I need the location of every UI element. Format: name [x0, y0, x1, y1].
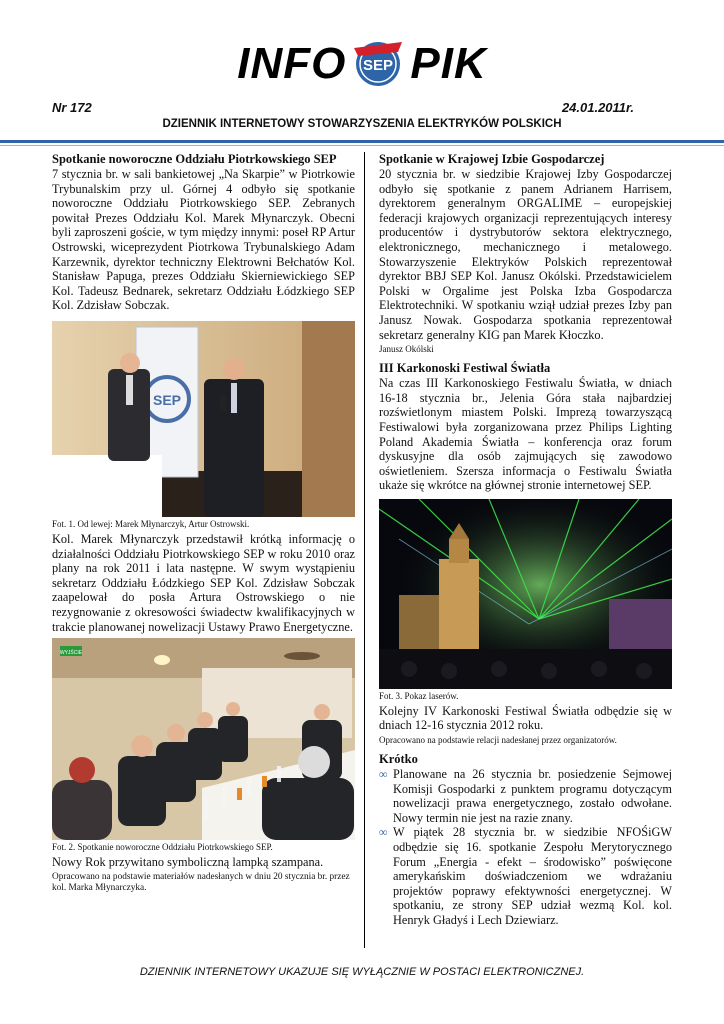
photo-speakers — [52, 321, 355, 517]
left-column — [52, 152, 355, 897]
figure-caption-2: Fot. 2. Spotkanie noworoczne Oddziału Piotrkowskiego SEP. — [52, 842, 273, 853]
svg-text:SEP: SEP — [152, 391, 182, 408]
article-paragraph: Na czas III Karkonoskiego Festiwalu Światła, w dniach 16-18 stycznia br., Jelenia Góra stała najbardziej rozświetlonym miastem Polski. Imprezą towarzyszącą Festiwalowi była zorganizowana przez Philips Lighting Poland Akademia Światła – konferencja oraz forum dyskusyjne dla osób zajmujących się zawodowo oświetleniem. Szersza informacja o Festiwalu Światła ukaże się wkrótce na głównej stronie internetowej SEP. — [379, 376, 672, 493]
newsletter-subtitle: DZIENNIK INTERNETOWY STOWARZYSZENIA ELEKTRYKÓW POLSKICH — [162, 118, 562, 130]
header-rule-thin — [0, 145, 724, 146]
photo-banquet — [52, 638, 355, 840]
issue-number: Nr 172 — [52, 100, 92, 115]
photo-banquet-image — [52, 638, 355, 840]
masthead-logo — [0, 38, 724, 90]
photo-laser-show — [379, 499, 672, 689]
sep-emblem-icon — [348, 38, 408, 90]
article-title-piotrkow: Spotkanie noworoczne Oddziału Piotrkowskiego SEP — [52, 152, 337, 166]
article-author: Janusz Okólski — [379, 344, 434, 355]
logo-word-left: INFO — [237, 39, 347, 88]
article-paragraph: Kolejny IV Karkonoski Festiwal Światła odbędzie się w dniach 12-16 stycznia 2012 roku. — [379, 703, 672, 733]
infinity-bullet-icon: ∞ — [379, 767, 388, 782]
news-bullet — [379, 825, 672, 927]
bullet-text: W piątek 28 stycznia br. w siedzibie NFOŚiGW odbędzie się 16. spotkanie Zespołu Merytorycznego Forum „Energia - efekt – środowisko” poświęcone amerykańskim doświadczeniom we wdrażaniu projektów poprawy efektywności energetycznej. W spotkaniu, ze strony SEP udział wezmą Kol. kol. Henryk Gładyś i Lech Dziewiarz. — [393, 825, 672, 927]
emblem-text: SEP — [363, 57, 394, 74]
figure-caption-1: Fot. 1. Od lewej: Marek Młynarczyk, Artur Ostrowski. — [52, 518, 250, 529]
article-title-short-news: Krótko — [379, 752, 418, 767]
article-source: Opracowano na podstawie materiałów nadesłanych w dniu 20 stycznia br. przez kol. Marka Młynarczyka. — [52, 871, 350, 894]
article-paragraph: Kol. Marek Młynarczyk przedstawił krótką informację o działalności Oddziału Piotrkowskiego SEP w roku 2010 oraz plany na rok 2011 i lata następne. W swym wystąpieniu sekretarz Oddziału Łódzkiego SEP Kol. Zdzisław Sobczak zaapelował do posła Artura Ostrowskiego o nie rezygnowanie z okresowości świadectw kwalifikacyjnych w trakcie planowanej nowelizacji Ustawy Prawo Energetyczne. — [52, 531, 355, 634]
right-column — [379, 152, 672, 928]
issue-date: 24.01.2011r. — [561, 100, 634, 115]
logo-word-right: PIK — [410, 39, 487, 88]
infinity-bullet-icon: ∞ — [379, 825, 388, 840]
article-paragraph: 7 stycznia br. w sali bankietowej „Na Skarpie” w Piotrkowie Trybunalskim przy ul. Górnej 4 odbyło się spotkanie noworoczne Oddziału Piotrkowskiego SEP. Zebranych powitał Prezes Oddziału Kol. Marek Młynarczyk. Obecni byli zaproszeni goście, w tym między innymi: poseł RP Artur Ostrowski, wiceprezydent Piotrkowa Trybunalskiego Adam Karzewnik, dyrektor techniczny Elektrowni Bełchatów Kol. Stanisław Papuga, prezes Oddziału Skierniewickiego SEP Kol. Tadeusz Bednarek, sekretarz Oddziału Łódzkiego SEP Kol. Zdzisław Sobczak. — [52, 167, 355, 313]
article-paragraph: 20 stycznia br. w siedzibie Krajowej Izby Gospodarczej odbyło się spotkanie z panem Adrianem Harrisem, dyrektorem generalnym ORGALIME – europejskiej federacji krajowych organizacji reprezentujących interesy producentów i dystrybutorów sektora elektrycznego, elektronicznego, mechanicznego i metalowego. Stowarzyszenie Elektryków Polskich reprezentował dyrektor BBJ SEP Kol. Janusz Okólski. Przedstawicielem Polski w Orgalime jest Polska Izba Gospodarcza Elektrotechniki. W spotkaniu wziął udział prezes Izby pan Janusz Nowak. Gospodarza spotkania reprezentował sekretarz generalny KIG pan Marek Kłoczko. — [379, 167, 672, 342]
article-title-kig: Spotkanie w Krajowej Izbie Gospodarczej — [379, 152, 605, 166]
photo-laser-show-image — [379, 499, 672, 689]
news-bullet — [379, 767, 672, 825]
footer-notice: DZIENNIK INTERNETOWY UKAZUJE SIĘ WYŁĄCZNIE W POSTACI ELEKTRONICZNEJ. — [139, 966, 585, 978]
figure-caption-3: Fot. 3. Pokaz laserów. — [379, 690, 459, 701]
photo-speakers-image — [52, 321, 355, 517]
article-paragraph: Nowy Rok przywitano symboliczną lampką szampana. — [52, 855, 324, 870]
column-divider — [364, 152, 365, 948]
article-source: Opracowano na podstawie relacji nadesłanej przez organizatorów. — [379, 735, 617, 746]
bullet-text: Planowane na 26 stycznia br. posiedzenie Sejmowej Komisji Gospodarki z punktem programu dotyczącym nowelizacji prawa energetycznego, zostało odwołane. Nowy termin nie jest na razie znany. — [393, 767, 672, 825]
article-title-festival: III Karkonoski Festiwal Światła — [379, 361, 551, 376]
exit-sign-text: WYJŚCIE — [59, 650, 83, 657]
header-rule — [0, 140, 724, 143]
